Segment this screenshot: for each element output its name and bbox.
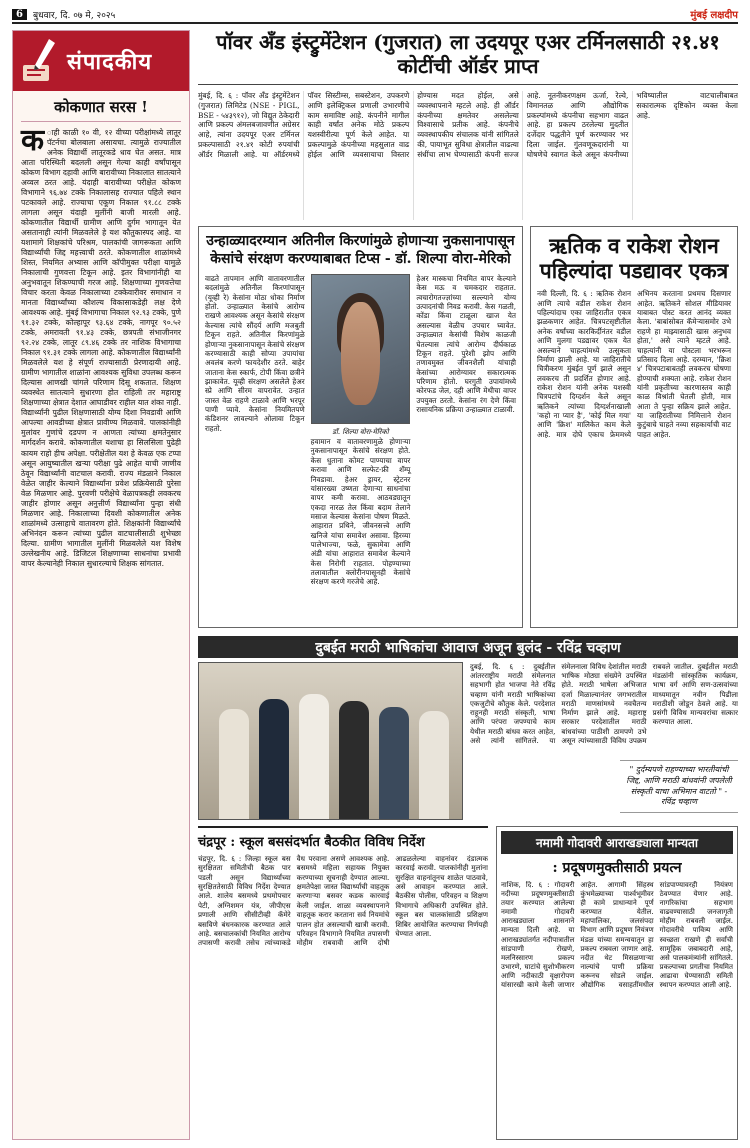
chandrapur-headline: चंद्रपूर : स्कूल बससंदर्भात बैठकीत विविध निर्देश: [198, 835, 425, 850]
pull-quote: " दुर्दम्यपणे राहण्याच्या भारतीयांची जिद्द, आणि मराठी बांधवांनी जपलेली संस्कृती याचा अभिमान वाटतो " - रविंद्र चव्हाण: [620, 760, 738, 813]
hrithik-body: नवी दिल्ली, दि. ६ : ऋतिक रोशन आणि त्याचे वडील राकेश रोशन पहिल्यांदाच एका जाहिरातीत एकत्र झळकणार आहेत. चित्रपटसृष्टीतील अनेक वर्षांच्या कारकिर्दीनंतर वडील आणि मुलगा पडद्यावर एकत्र येत असल्याने चाहत्यांमध्ये उत्सुकता निर्माण झाली आहे. या जाहिरातीचे चित्रीकरण मुंबईत पूर्ण झाले असून लवकरच ती प्रदर्शित होणार आहे. राकेश रोशन यांनी अनेक यशस्वी चित्रपटांचे दिग्दर्शन केले असून ऋतिकने त्यांच्या दिग्दर्शनाखाली 'कहो ना प्यार है', 'कोई मिल गया' आणि 'क्रिश' मालिकेत काम केले आहे. मात्र दोघे एकाच फ्रेममध्ये अभिनय करताना प्रथमच दिसणार आहेत. ऋतिकने सोशल मीडियावर याबाबत पोस्ट करत आनंद व्यक्त केला. 'बाबांसोबत कॅमेऱ्यासमोर उभे राहणे हा माझ्यासाठी खास अनुभव होता,' असे त्याने म्हटले आहे. चाहत्यांनी या पोस्टला भरभरून प्रतिसाद दिला आहे. दरम्यान, 'क्रिश ४' चित्रपटाबाबतही लवकरच घोषणा होण्याची शक्यता आहे. राकेश रोशन यांनी प्रकृतीच्या कारणास्तव काही काळ विश्रांती घेतली होती, मात्र आता ते पुन्हा सक्रिय झाले आहेत. या जाहिरातीच्या निमित्ताने रोशन कुटुंबाचे चाहते नव्या सहकार्याची वाट पाहत आहेत.: [537, 289, 731, 439]
section-title: संपादकीय: [67, 49, 153, 75]
issue-date: बुधवार, दि. ०७ मे, २०२५: [32, 10, 116, 21]
person-silhouette: [379, 707, 409, 819]
lead-story: [198, 30, 738, 220]
editorial-title: कोकणात सरस !: [21, 91, 181, 122]
person-silhouette: [259, 699, 289, 819]
health-headline: उन्हाळ्यादरम्यान अतिनील किरणांमुळे होणाऱ्या नुकसानापासून केसांचे संरक्षण करण्याबाबत टिप्स - डॉ. शिल्पा वोरा-मेरिको: [206, 233, 515, 267]
health-col-2-text: हवामान व वातावरणामुळे होणाऱ्या नुकसानापासून केसांचे संरक्षण होते. केस धुताना कोमट पाण्याचा वापर करावा आणि सल्फेट-फ्री शॅम्पू निवडावा. हेअर ड्रायर, स्ट्रेटनर यांसारख्या उष्णता देणाऱ्या साधनांचा वापर कमी करावा. आठवड्यातून एकदा नारळ तेल किंवा बदाम तेलाने मसाज केल्यास केसांना पोषण मिळते. आहारात प्रथिने, जीवनसत्त्वे आणि खनिजे यांचा समावेश असावा. हिरव्या पालेभाज्या, फळे, सुकामेवा आणि अंडी यांचा आहारात समावेश केल्याने केस निरोगी राहतात. पोहण्याच्या तलावातील क्लोरीनपासूनही केसांचे संरक्षण करणे गरजेचे आहे.: [310, 437, 411, 587]
hrithik-headline: ऋतिक व राकेश रोशन पहिल्यांदा पडद्यावर एकत्र: [539, 233, 729, 284]
page-header: [12, 6, 738, 24]
newspaper-name: मुंबई लक्षदीप: [690, 10, 738, 21]
editorial-body: [13, 122, 189, 575]
godavari-body: नाशिक, दि. ६ : गोदावरी नदीच्या प्रदूषणमुक्तीसाठी तयार करण्यात आलेल्या नमामी गोदावरी आराखड्याला शासनाने मान्यता दिली आहे. या आराखड्यांतर्गत नदीपात्रातील सांडपाणी रोखणे, मलनिस्सारण प्रकल्प उभारणे, घाटांचे सुशोभीकरण आणि नदीकाठी वृक्षारोपण यांसारखी कामे केली जाणार आहेत. आगामी सिंहस्थ कुंभमेळ्याच्या पार्श्वभूमीवर ही कामे प्राधान्याने पूर्ण करण्यात येतील. महापालिका, जलसंपदा विभाग आणि प्रदूषण नियंत्रण मंडळ यांच्या समन्वयातून हा प्रकल्प राबवला जाणार आहे. नदीत थेट मिसळणाऱ्या नाल्यांचे पाणी प्रक्रिया करूनच सोडले जाईल. औद्योगिक वसाहतींमधील सांडपाण्यावरही नियंत्रण ठेवण्यात येणार आहे. नागरिकांचा सहभाग वाढवण्यासाठी जनजागृती मोहीम राबवली जाईल. गोदावरीचे पावित्र्य आणि स्वच्छता राखणे ही सर्वांची सामूहिक जबाबदारी आहे, असे पालकमंत्र्यांनी सांगितले. प्रकल्पाच्या प्रगतीचा नियमित आढावा घेण्यासाठी समिती स्थापन करण्यात आली आहे.: [501, 881, 733, 990]
health-col-1: वाढते तापमान आणि वातावरणातील बदलांमुळे अतिनील किरणांपासून (यूव्ही रे) केसांना मोठा धोका निर्माण होतो. उन्हाळ्यात केसांचे आरोग्य राखणे आवश्यक असून केसांचे संरक्षण केल्यास त्यांचे सौंदर्य आणि मजबुती टिकून राहते. अतिनील किरणांमुळे होणाऱ्या नुकसानापासून केसांचे संरक्षण करण्यासाठी काही सोप्या उपायांचा अवलंब करणे फायदेशीर ठरते. बाहेर जाताना केस स्कार्फ, टोपी किंवा छत्रीने झाकावेत. यूव्ही संरक्षण असलेले हेअर स्प्रे आणि सीरम वापरावेत. उन्हात जास्त वेळ राहणे टाळावे आणि भरपूर पाणी प्यावे. केसांना नियमितपणे कंडिशनर लावल्याने ओलावा टिकून राहतो.: [205, 274, 305, 433]
health-article: [198, 226, 523, 628]
chandrapur-body: चंद्रपूर, दि. ६ : जिल्हा स्कूल बस सुरक्षितता समितीची बैठक पार पडली असून विद्यार्थ्यांच्या सुरक्षिततेसाठी विविध निर्देश देण्यात आले. शालेय बसमध्ये प्रथमोपचार पेटी, अग्निशमन यंत्र, जीपीएस प्रणाली आणि सीसीटीव्ही कॅमेरे बसविणे बंधनकारक करण्यात आले आहे. बसचालकांची नियमित आरोग्य तपासणी करावी तसेच त्यांच्याकडे वैध परवाना असणे आवश्यक आहे. बसमध्ये महिला सहायक नियुक्त करण्याच्या सूचनाही देण्यात आल्या. क्षमतेपेक्षा जास्त विद्यार्थ्यांची वाहतूक करणाऱ्या बसवर कडक कारवाई केली जाईल. शाळा व्यवस्थापनाने वाहतूक करार करताना सर्व नियमांचे पालन होत असल्याची खात्री करावी. परिवहन विभागाने नियमित तपासणी मोहीम राबवावी आणि दोषी आढळलेल्या वाहनांवर दंडात्मक कारवाई करावी. पालकांनीही मुलांना सुरक्षित वाहनांतूनच शाळेत पाठवावे, असे आवाहन करण्यात आले. बैठकीस पोलीस, परिवहन व शिक्षण विभागाचे अधिकारी उपस्थित होते. स्कूल बस चालकांसाठी प्रशिक्षण शिबिर आयोजित करण्याचा निर्णयही घेण्यात आला.: [198, 854, 488, 948]
health-columns: [205, 274, 516, 587]
event-headline: दुबईत मराठी भाषिकांचा आवाज अजून बुलंद - रविंद्र चव्हाण: [198, 636, 738, 658]
godavari-headline: नमामी गोदावरी आराखड्याला मान्यता: [501, 831, 733, 854]
lead-body: मुंबई, दि. ६ : पॉवर अँड इंस्ट्रुमेंटेशन (गुजरात) लिमिटेड (NSE - PIGL, BSE - ५४३९१२), जो विद्युत ठेकेदारी आणि प्रकल्प अंमलबजावणीत अग्रेसर आहे, त्यांना उदयपूर एअर टर्मिनल प्रकल्पासाठी २१.४१ कोटी रुपयांची ऑर्डर मिळाली आहे. या ऑर्डरमध्ये पॉवर सिस्टीम्स, सबस्टेशन, उपकरणे आणि इलेक्ट्रिकल प्रणाली उभारणीचे काम समाविष्ट आहे. कंपनीने मागील काही वर्षांत अनेक मोठे प्रकल्प यशस्वीरीत्या पूर्ण केले आहेत. या प्रकल्पामुळे कंपनीच्या महसुलात वाढ होईल आणि व्यवसायाचा विस्तार होण्यास मदत होईल, असे व्यवस्थापनाने म्हटले आहे. ही ऑर्डर कंपनीच्या क्षमतेवर असलेल्या विश्वासाचे प्रतीक आहे. कंपनीचे व्यवस्थापकीय संचालक यांनी सांगितले की, पायाभूत सुविधा क्षेत्रातील वाढत्या संधींचा लाभ घेण्यासाठी कंपनी सज्ज आहे. नूतनीकरणक्षम ऊर्जा, रेल्वे, विमानतळ आणि औद्योगिक प्रकल्पांमध्ये कंपनीचा सहभाग वाढत आहे. हा प्रकल्प ठरलेल्या मुदतीत दर्जेदार पद्धतीने पूर्ण करण्यावर भर दिला जाईल. गुंतवणूकदारांनी या घोषणेचे स्वागत केले असून कंपनीच्या भविष्यातील वाटचालीबाबत सकारात्मक दृष्टिकोन व्यक्त केला आहे.: [198, 91, 738, 159]
health-col-2: [311, 274, 411, 587]
photo-face: [341, 302, 380, 406]
photo-caption: डॉ. शिल्पा वोरा-मेरिको: [332, 428, 389, 436]
doctor-photo: [311, 274, 411, 424]
person-silhouette: [419, 711, 449, 819]
lead-headline: पॉवर अँड इंस्ट्रुमेंटेशन (गुजरात) ला उदयपूर एअर टर्मिनलसाठी २१.४१ कोटींची ऑर्डर प्राप्त: [198, 30, 738, 85]
godavari-article: [496, 826, 738, 1140]
drop-cap: क: [21, 123, 45, 158]
event-body: दुबई, दि. ६ : दुबईतील आंतरराष्ट्रीय मराठी संमेलनात सहभागी होत भाजपा नेते रविंद्र चव्हाण यांनी मराठी भाषिकांच्या एकजुटीचे कौतुक केले. परदेशात राहूनही मराठी संस्कृती, भाषा आणि परंपरा जपण्याचे काम येथील मराठी बांधव करत आहेत, असे त्यांनी सांगितले. या संमेलनाला विविध देशांतील मराठी भाषिक मोठ्या संख्येने उपस्थित होते. मराठी भाषेला अभिजात दर्जा मिळाल्यानंतर जगभरातील मराठी माणसांमध्ये नवचैतन्य निर्माण झाले आहे. महाराष्ट्र सरकार परदेशातील मराठी बांधवांच्या पाठीशी ठामपणे उभे असून त्यांच्यासाठी विविध उपक्रम राबवले जातील. दुबईतील मराठी मंडळांनी सांस्कृतिक कार्यक्रम, भाषा वर्ग आणि सण-उत्सवांच्या माध्यमातून नवीन पिढीला मराठीशी जोडून ठेवले आहे. या प्रसंगी विविध मान्यवरांचा सत्कार करण्यात आला.: [470, 662, 738, 745]
health-col-3: हेअर मास्कचा नियमित वापर केल्याने केस मऊ व चमकदार राहतात. त्वचारोगतज्ज्ञांच्या सल्ल्याने योग्य उत्पादनांची निवड करावी. केस गळती, कोंडा किंवा टाळूला खाज येत असल्यास वेळीच उपचार घ्यावेत. उन्हाळ्यात केसांची विशेष काळजी घेतल्यास त्यांचे आरोग्य दीर्घकाळ टिकून राहते. पुरेशी झोप आणि तणावमुक्त जीवनशैली यांचाही केसांच्या आरोग्यावर सकारात्मक परिणाम होतो. घरगुती उपायांमध्ये कोरफड जेल, दही आणि मेथीचा वापर उपयुक्त ठरतो. केसांना रंग देणे किंवा रासायनिक प्रक्रिया उन्हाळ्यात टाळावी.: [416, 274, 517, 415]
editorial-banner: [13, 31, 189, 91]
person-silhouette: [339, 701, 369, 819]
godavari-subheadline: : प्रदूषणमुक्तीसाठी प्रयत्न: [552, 860, 682, 876]
person-silhouette: [299, 694, 329, 819]
page-number: 6: [12, 9, 27, 20]
editorial-column: [12, 30, 190, 1140]
person-silhouette: [219, 709, 249, 819]
event-photo: [198, 662, 463, 820]
pen-icon: [19, 37, 59, 85]
chandrapur-article: [198, 826, 488, 1140]
editorial-text: ाही काळी १० वी, १२ वीच्या परीक्षांमध्ये लातूर पॅटर्नचा बोलबाला असायचा. त्यामुळे राज्यातील अनेक विद्यार्थी लातूरकडे धाव घेत असत. मात्र आता परिस्थिती बदलली असून गेल्या काही वर्षांपासून कोकण विभाग दहावी आणि बारावीच्या निकालात सातत्याने अव्वल ठरत आहे. यंदाही बारावीच्या परीक्षेत कोकण विभागाने ९६.७४ टक्के निकालासह राज्यात पहिले स्थान पटकावले आहे. राज्याचा एकूण निकाल ९१.८८ टक्के लागला असून यंदाही मुलींनी बाजी मारली आहे. कोकणातील विद्यार्थी ग्रामीण आणि दुर्गम भागातून येत असतानाही त्यांनी मिळवलेले हे यश कौतुकास्पद आहे. या यशामागे शिक्षकांचे परिश्रम, पालकांची जागरूकता आणि विद्यार्थ्यांची जिद्द महत्त्वाची ठरते. कोकणातील शाळांमध्ये शिस्त, नियमित अभ्यास आणि कॉपीमुक्त परीक्षा यामुळे निकालाची गुणवत्ता टिकून आहे. इतर विभागांनीही या अनुभवातून शिकण्याची गरज आहे. शिक्षणाच्या गुणवत्तेचा विचार करता केवळ निकालाच्या टक्केवारीवर समाधान न मानता विद्यार्थ्यांच्या कौशल्य विकासाकडेही लक्ष देणे आवश्यक आहे. मुंबई विभागाचा निकाल ९२.९३ टक्के, पुणे ९१.३२ टक्के, कोल्हापूर ९३.६४ टक्के, नागपूर ९०.५२ टक्के, अमरावती ९१.४३ टक्के, छत्रपती संभाजीनगर ९२.२४ टक्के, लातूर ८९.४६ टक्के तर नाशिक विभागाचा निकाल ९१.३१ टक्के लागला आहे. कोकणातील विद्यार्थ्यांनी मिळवलेले यश हे संपूर्ण राज्यासाठी प्रेरणादायी आहे. ग्रामीण भागातील शाळांना आवश्यक सुविधा उपलब्ध करून दिल्यास आणखी चांगले परिणाम दिसू शकतात. शिक्षण व्यवस्थेत सातत्याने सुधारणा होत राहिली तर महाराष्ट्र शिक्षणाच्या क्षेत्रात देशात आघाडीवर राहील यात शंका नाही. विद्यार्थ्यांनी पुढील शिक्षणासाठी योग्य दिशा निवडावी आणि आपल्या आवडीच्या क्षेत्रात प्रावीण्य मिळवावे. पालकांनीही मुलांवर गुणांचे दडपण न आणता त्यांच्या क्षमतेनुसार मार्गदर्शन करावे. कोकणातील यशाचा हा सिलसिला पुढेही कायम राहो हीच अपेक्षा. परीक्षेतील यश हे केवळ एक टप्पा असून आयुष्यातील खऱ्या परीक्षा पुढे आहेत याची जाणीव ठेवून विद्यार्थ्यांनी वाटचाल करावी. राज्य मंडळाने निकाल वेळेत जाहीर केल्याने विद्यार्थ्यांना प्रवेश प्रक्रियेसाठी पुरेसा वेळ मिळणार आहे. पुरवणी परीक्षेचे वेळापत्रकही लवकरच जाहीर होणार असून अनुत्तीर्ण विद्यार्थ्यांना पुन्हा संधी मिळणार आहे. निकालाच्या दिवशी कोकणातील अनेक शाळांमध्ये उत्साहाचे वातावरण होते. शिक्षकांनी विद्यार्थ्यांचे अभिनंदन करून त्यांच्या पुढील वाटचालीसाठी शुभेच्छा दिल्या. ग्रामीण भागातील मुलींनी मिळवलेले यश विशेष उल्लेखनीय आहे. डिजिटल शिक्षणाच्या साधनांचा प्रभावी वापर केल्यानेही निकाल सुधारल्याचे शिक्षक सांगतात.: [21, 128, 181, 568]
hrithik-article: [530, 226, 738, 628]
header-left: [12, 8, 115, 21]
